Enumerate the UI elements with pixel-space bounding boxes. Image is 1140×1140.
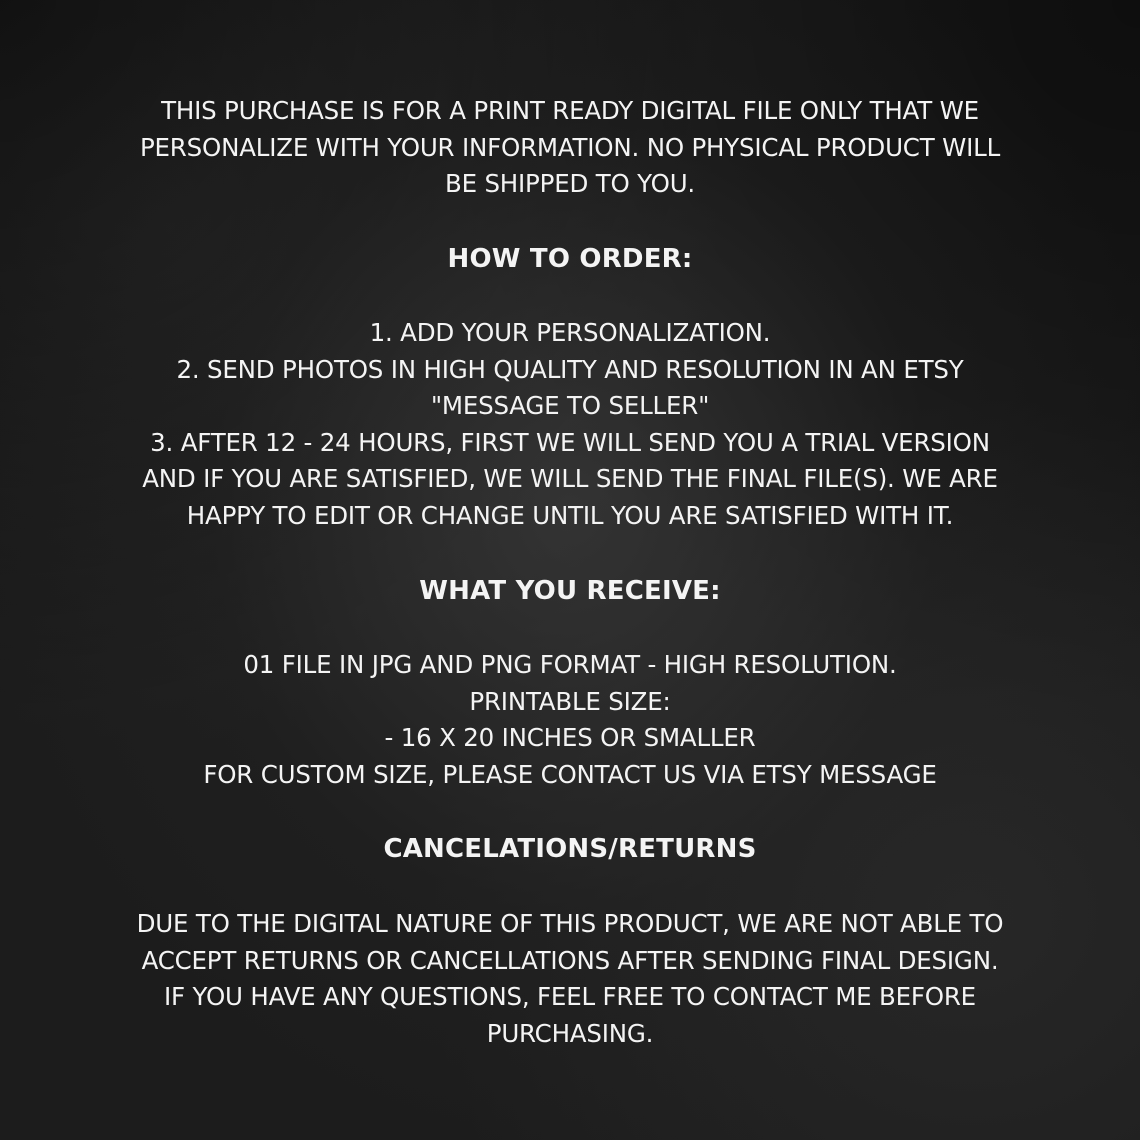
- receive-line: FOR CUSTOM SIZE, PLEASE CONTACT US VIA ETSY MESSAGE: [203, 759, 937, 789]
- cancelations-line: DUE TO THE DIGITAL NATURE OF THIS PRODUCT, WE ARE NOT ABLE TO: [136, 909, 1004, 938]
- order-step-line: 3. AFTER 12 - 24 HOURS, FIRST WE WILL SEND YOU A TRIAL VERSION: [150, 427, 990, 457]
- order-step-line: "MESSAGE TO SELLER": [430, 391, 710, 421]
- intro-line: PERSONALIZE WITH YOUR INFORMATION. NO PHYSICAL PRODUCT WILL: [139, 132, 1001, 162]
- order-step-line: HAPPY TO EDIT OR CHANGE UNTIL YOU ARE SATISFIED WITH IT.: [186, 500, 954, 530]
- order-step-line: AND IF YOU ARE SATISFIED, WE WILL SEND THE FINAL FILE(S). WE ARE: [142, 464, 998, 494]
- cancelations-line: ACCEPT RETURNS OR CANCELLATIONS AFTER SENDING FINAL DESIGN.: [141, 945, 999, 975]
- receive-line: 01 FILE IN JPG AND PNG FORMAT - HIGH RESOLUTION.: [243, 650, 897, 679]
- what-you-receive-heading: WHAT YOU RECEIVE:: [419, 576, 721, 606]
- order-step-line: 2. SEND PHOTOS IN HIGH QUALITY AND RESOLUTION IN AN ETSY: [176, 354, 964, 384]
- cancelations-line: PURCHASING.: [486, 1018, 654, 1048]
- how-to-order-heading: HOW TO ORDER:: [447, 244, 693, 274]
- intro-line: THIS PURCHASE IS FOR A PRINT READY DIGITAL FILE ONLY THAT WE: [161, 96, 979, 125]
- how-to-order-section: [0, 315, 1140, 535]
- receive-line: - 16 X 20 INCHES OR SMALLER: [384, 723, 756, 753]
- how-to-order-heading-block: [0, 241, 1140, 277]
- what-you-receive-section: [0, 647, 1140, 793]
- cancelations-heading: CANCELATIONS/RETURNS: [383, 834, 757, 864]
- intro-section: [0, 93, 1140, 203]
- intro-line: BE SHIPPED TO YOU.: [444, 169, 696, 199]
- cancelations-line: IF YOU HAVE ANY QUESTIONS, FEEL FREE TO CONTACT ME BEFORE: [164, 982, 976, 1012]
- cancelations-section: [0, 906, 1140, 1052]
- receive-line: PRINTABLE SIZE:: [469, 686, 671, 716]
- what-you-receive-heading-block: [0, 573, 1140, 609]
- order-step-line: 1. ADD YOUR PERSONALIZATION.: [369, 318, 771, 347]
- cancelations-heading-block: [0, 831, 1140, 867]
